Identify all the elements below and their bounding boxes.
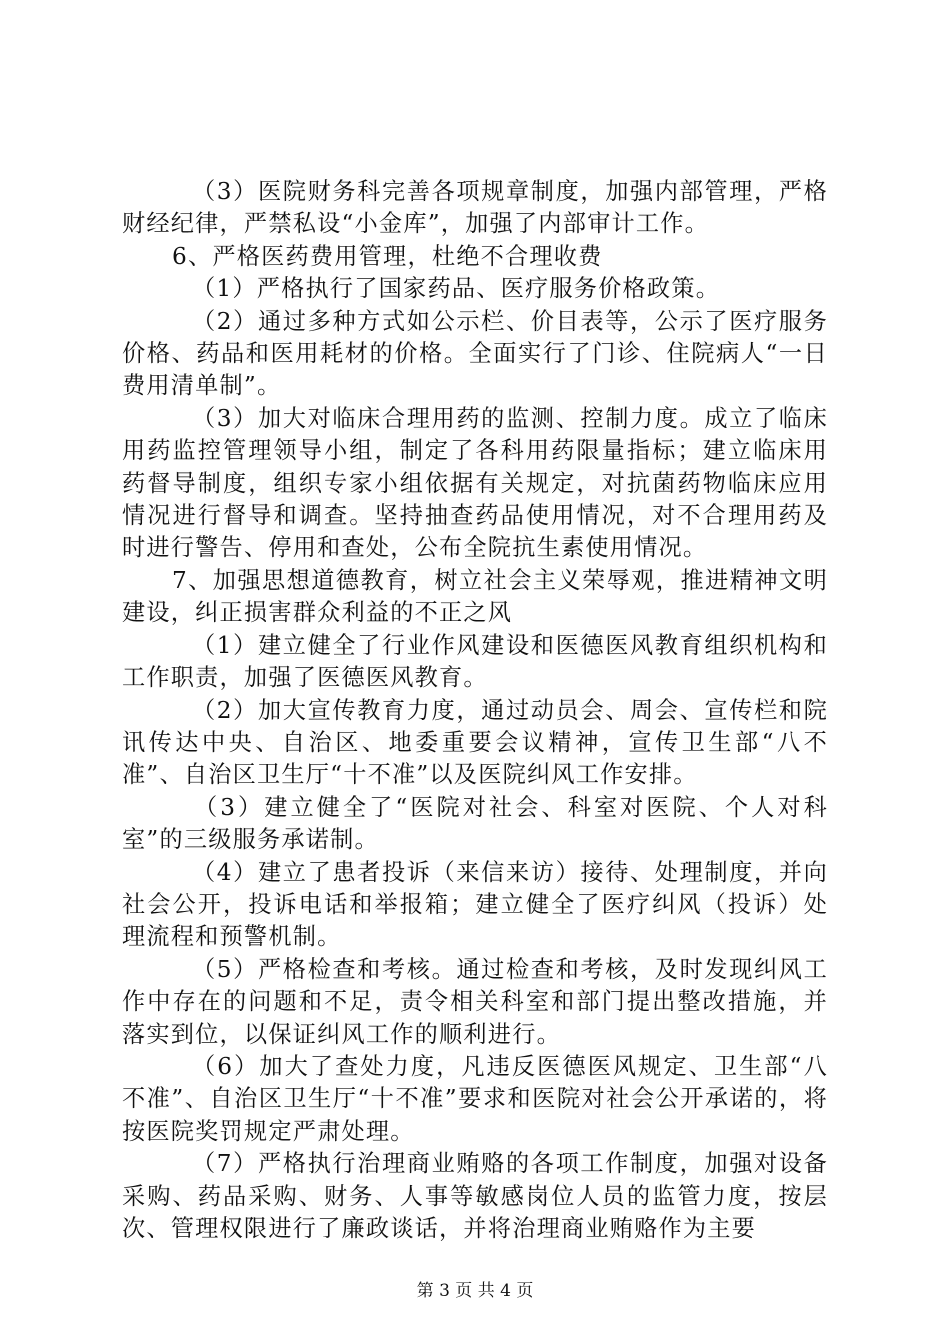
paragraph-7-6: （6）加大了查处力度，凡违反医德医风规定、卫生部“八不准”、自治区卫生厅“十不准”要求和医院对社会公开承诺的，将按医院奖罚规定严肃处理。	[122, 1052, 828, 1145]
heading-item-7: 7、加强思想道德教育，树立社会主义荣辱观，推进精神文明建设，纠正损害群众利益的不正之风	[122, 566, 828, 627]
paragraph-7-4: （4）建立了患者投诉（来信来访）接待、处理制度，并向社会公开，投诉电话和举报箱；建立健全了医疗纠风（投诉）处理流程和预警机制。	[122, 858, 828, 951]
paragraph-7-5: （5）严格检查和考核。通过检查和考核，及时发现纠风工作中存在的问题和不足，责令相关科室和部门提出整改措施，并落实到位，以保证纠风工作的顺利进行。	[122, 955, 828, 1048]
paragraph-7-2: （2）加大宣传教育力度，通过动员会、周会、宣传栏和院讯传达中央、自治区、地委重要会议精神，宣传卫生部“八不准”、自治区卫生厅“十不准”以及医院纠风工作安排。	[122, 696, 828, 789]
heading-item-6: 6、严格医药费用管理，杜绝不合理收费	[172, 242, 603, 270]
paragraph-7-3: （3）建立健全了“医院对社会、科室对医院、个人对科室”的三级服务承诺制。	[122, 793, 828, 854]
document-body	[122, 176, 828, 1245]
paragraph-6-3: （3）加大对临床合理用药的监测、控制力度。成立了临床用药监控管理领导小组，制定了各科用药限量指标；建立临床用药督导制度，组织专家小组依据有关规定，对抗菌药物临床应用情况进行督导和调查。坚持抽查药品使用情况，对不合理用药及时进行警告、停用和查处，公布全院抗生素使用情况。	[122, 404, 828, 562]
paragraph-finance-rules: （3）医院财务科完善各项规章制度，加强内部管理，严格财经纪律，严禁私设“小金库”，加强了内部审计工作。	[122, 178, 828, 238]
paragraph-6-2: （2）通过多种方式如公示栏、价目表等，公示了医疗服务价格、药品和医用耗材的价格。全面实行了门诊、住院病人“一日费用清单制”。	[122, 307, 828, 400]
page-number-footer: 第 3 页 共 4 页	[416, 1281, 534, 1301]
paragraph-7-1: （1）建立健全了行业作风建设和医德医风教育组织机构和工作职责，加强了医德医风教育。	[122, 631, 828, 692]
paragraph-7-7: （7）严格执行治理商业贿赂的各项工作制度，加强对设备采购、药品采购、财务、人事等敏感岗位人员的监管力度，按层次、管理权限进行了廉政谈话，并将治理商业贿赂作为主要	[122, 1150, 828, 1242]
paragraph-6-1: （1）严格执行了国家药品、医疗服务价格政策。	[192, 275, 721, 303]
